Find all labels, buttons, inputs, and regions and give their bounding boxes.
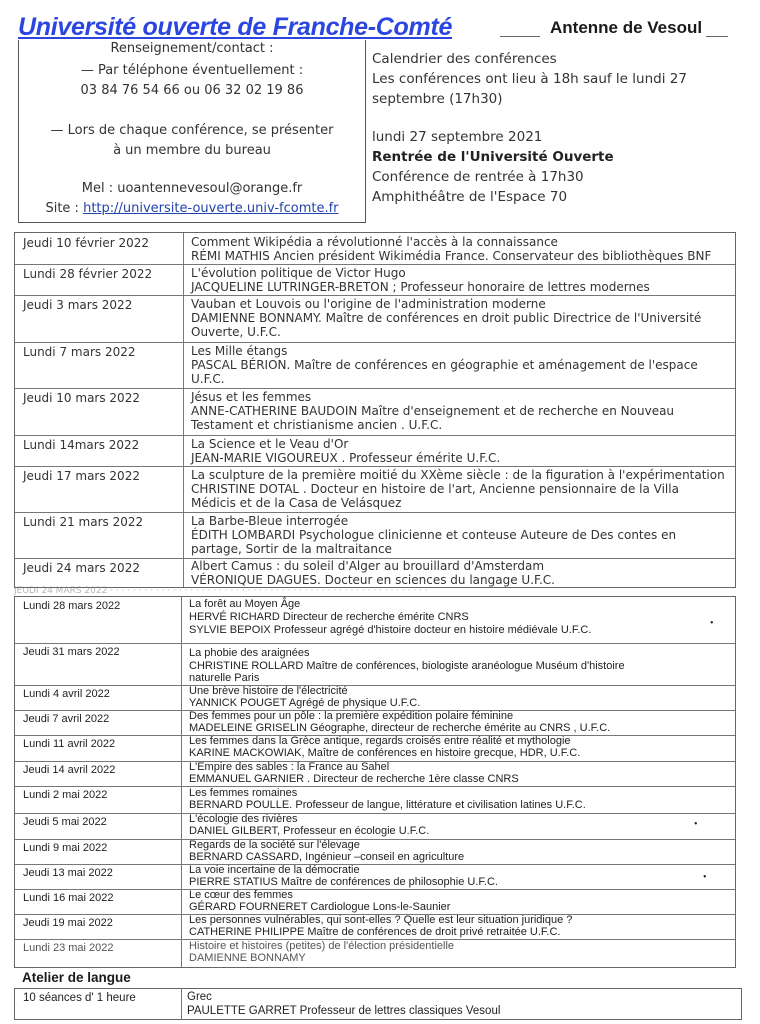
row-line: Des femmes pour un pôle : la première expédition polaire féminine [189,710,514,722]
site-link[interactable]: http://universite-ouverte.univ-fcomte.fr [83,201,339,216]
row-line: YANNICK POUGET Agrégé de physique U.F.C. [189,697,421,709]
row-line: Les femmes dans la Grèce antique, regards croisés entre réalité et mythologie [189,735,571,747]
table-row [15,512,735,559]
row-line: La Barbe-Bleue interrogée [191,514,349,528]
contact-conference-line: — Lors de chaque conférence, se présenter [50,123,334,138]
scan-artifact-strip: JEUDI 24 MARS 2022 · · · · · · · · · · · · · · · · · · · · · · · · · · · · · · · · · · · · · · · · · · · · · · · · · · · · · · · · [14,586,428,596]
ink-speck: • [694,819,698,830]
contact-box [18,40,366,223]
row-line: Le cœur des femmes [189,889,293,901]
calendar-note: septembre (17h30) [372,91,503,107]
calendar-conference: Conférence de rentrée à 17h30 [372,169,584,185]
contact-phone-intro: — Par téléphone éventuellement : [80,63,304,78]
row-date: Lundi 11 avril 2022 [23,738,116,750]
row-date: Jeudi 3 mars 2022 [23,298,133,312]
row-date: Jeudi 7 avril 2022 [23,713,110,725]
table-row [15,388,735,436]
row-date: Lundi 7 mars 2022 [23,345,136,359]
row-line: U.F.C. [191,372,225,386]
header-rule [706,36,728,37]
row-date: Jeudi 17 mars 2022 [23,469,140,483]
row-line: L'évolution politique de Victor Hugo [191,266,406,280]
table-row [15,939,735,967]
row-line: PASCAL BÉRION. Maître de conférences en géographie et aménagement de l'espace [191,358,698,372]
table-row [15,685,735,711]
row-line: ÉDITH LOMBARDI Psychologue clinicienne et conteuse Auteure de Des contes en [191,528,677,542]
row-date: 10 séances d' 1 heure [23,992,136,1004]
row-line: PAULETTE GARRET Professeur de lettres classiques Vesoul [187,1005,501,1017]
row-line: Jésus et les femmes [191,390,312,404]
row-line: Albert Camus : du soleil d'Alger au brouillard d'Amsterdam [191,559,545,573]
row-line: partage, Sortir de la maltraitance [191,542,392,556]
calendar-title: Calendrier des conférences [372,51,557,67]
header-rule [500,36,540,37]
table-row [15,735,735,762]
table-row [15,466,735,513]
row-line: DANIEL GILBERT, Professeur en écologie U.F.C. [189,825,430,837]
table-row [15,710,735,736]
calendar-note: Les conférences ont lieu à 18h sauf le lundi 27 [372,71,687,87]
row-date: Jeudi 14 avril 2022 [23,764,116,776]
row-line: CHRISTINE DOTAL . Docteur en histoire de l'art, Ancienne pensionnaire de la Villa [191,482,679,496]
table-row [15,435,735,467]
contact-site [19,200,365,217]
row-line: Les Mille étangs [191,344,288,358]
table-row [15,761,735,787]
table-row [15,786,735,814]
table-row [15,597,735,644]
row-date: Lundi 21 mars 2022 [23,515,144,529]
row-line: Les personnes vulnérables, qui sont-elles ? Quelle est leur situation juridique ? [189,914,573,926]
table-row [15,558,735,587]
row-line: GÉRARD FOURNERET Cardiologue Lons-le-Saunier [189,901,451,913]
row-line: HERVÉ RICHARD Directeur de recherche émérite CNRS [189,611,469,623]
atelier-title: Atelier de langue [22,970,131,985]
row-line: JEAN-MARIE VIGOUREUX . Professeur émérite U.F.C. [191,451,501,465]
row-line: Histoire et histoires (petites) de l'élection présidentielle [189,940,455,952]
document-title: Université ouverte de Franche-Comté [18,13,453,41]
row-date: Jeudi 10 février 2022 [23,236,150,250]
row-line: ANNE-CATHERINE BAUDOIN Maître d'enseignement et de recherche en Nouveau [191,404,675,418]
row-line: La phobie des araignées [189,647,310,659]
table-row [15,643,735,686]
row-line: MADELEINE GRISELIN Géographe, directeur de recherche émérite au CNRS , U.F.C. [189,722,611,734]
table-row [15,233,735,265]
row-date: Lundi 2 mai 2022 [23,789,108,801]
row-line: CATHERINE PHILIPPE Maître de conférences de droit privé retraitée U.F.C. [189,926,561,938]
calendar-rentree: Rentrée de l'Université Ouverte [372,149,614,165]
row-line: Médicis et de la Casa de Velásquez [191,496,402,510]
table-row [15,295,735,343]
ink-speck: • [703,872,707,883]
row-line: RÉMI MATHIS Ancien président Wikimédia France. Conservateur des bibliothèques BNF [191,249,712,263]
row-line: Les femmes romaines [189,787,298,799]
table-row [15,813,735,840]
row-line: Grec [187,991,212,1003]
schedule-table [14,232,736,588]
row-date: Lundi 16 mai 2022 [23,892,114,904]
row-line: La sculpture de la première moitié du XXème siècle : de la figuration à l'expérimentation [191,468,725,482]
row-line: BERNARD POULLE. Professeur de langue, littérature et civilisation latines U.F.C. [189,799,586,811]
row-line: Comment Wikipédia a révolutionné l'accès à la connaissance [191,235,558,249]
row-date: Lundi 9 mai 2022 [23,842,108,854]
table-row [15,839,735,865]
row-line: L'Empire des sables : la France au Sahel [189,761,390,773]
row-date: Lundi 23 mai 2022 [23,942,114,954]
row-line: CHRISTINE ROLLARD Maître de conférences, biologiste aranéologue Muséum d'histoire [189,660,625,672]
calendar-lieu: Amphithéâtre de l'Espace 70 [372,189,568,205]
row-date: Jeudi 10 mars 2022 [23,391,140,405]
row-line: Vauban et Louvois ou l'origine de l'administration moderne [191,297,546,311]
row-date: Lundi 28 février 2022 [23,267,153,281]
row-line: Une brève histoire de l'électricité [189,685,348,697]
row-line: DAMIENNE BONNAMY. Maître de conférences en droit public Directrice de l'Université [191,311,702,325]
row-date: Lundi 14mars 2022 [23,438,140,452]
contact-conference-line: à un membre du bureau [113,143,271,158]
row-line: La voie incertaine de la démocratie [189,864,360,876]
row-line: KARINE MACKOWIAK, Maître de conférences en histoire grecque, HDR, U.F.C. [189,747,581,759]
table-row [15,342,735,389]
row-line: PIERRE STATIUS Maître de conférences de philosophie U.F.C. [189,876,498,888]
table-row [15,264,735,296]
row-date: Jeudi 24 mars 2022 [23,561,140,575]
row-line: VÉRONIQUE DAGUES. Docteur en sciences du langage U.F.C. [191,573,555,587]
table-row [15,889,735,915]
antenne-label: Antenne de Vesoul [550,18,703,37]
row-line: SYLVIE BEPOIX Professeur agrégé d'histoire docteur en histoire médiévale U.F.C. [189,624,592,636]
table-row [15,864,735,890]
row-line: Regards de la société sur l'élevage [189,839,360,851]
schedule-table [14,596,736,968]
table-row [15,989,741,1019]
row-date: Jeudi 19 mai 2022 [23,917,113,929]
ink-speck: • [710,618,714,629]
row-date: Jeudi 5 mai 2022 [23,816,107,828]
contact-heading: Renseignement/contact : [110,41,274,56]
row-date: Jeudi 31 mars 2022 [23,646,120,658]
row-line: EMMANUEL GARNIER . Directeur de recherche 1ère classe CNRS [189,773,519,785]
row-line: naturelle Paris [189,672,260,684]
contact-phones: 03 84 76 54 66 ou 06 32 02 19 86 [80,83,304,98]
row-line: BERNARD CASSARD, Ingénieur –conseil en agriculture [189,851,465,863]
row-date: Jeudi 13 mai 2022 [23,867,113,879]
row-date: Lundi 4 avril 2022 [23,688,110,700]
row-line: JACQUELINE LUTRINGER-BRETON ; Professeur honoraire de lettres modernes [191,280,650,294]
row-line: L'écologie des rivières [189,813,298,825]
table-row [15,914,735,940]
row-line: DAMIENNE BONNAMY [189,952,306,964]
row-line: Testament et christianisme ancien . U.F.C. [191,418,443,432]
contact-mail: Mel : uoantennevesoul@orange.fr [81,181,303,196]
row-date: Lundi 28 mars 2022 [23,600,121,612]
row-line: La forêt au Moyen Âge [189,598,301,610]
atelier-table [14,988,742,1020]
row-line: La Science et le Veau d'Or [191,437,349,451]
site-label: Site : [45,201,84,216]
calendar-date: lundi 27 septembre 2021 [372,129,543,145]
row-line: Ouverte, U.F.C. [191,325,281,339]
